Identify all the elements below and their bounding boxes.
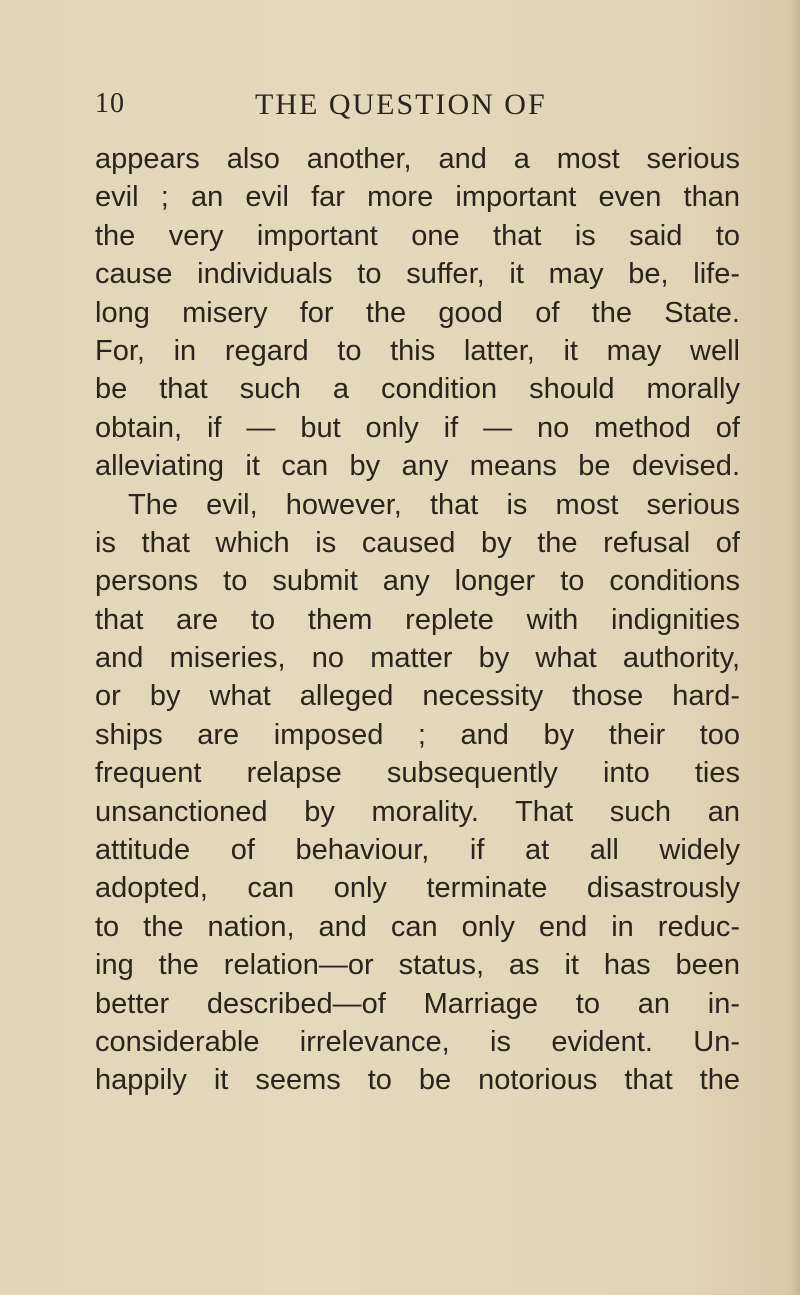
text-line: alleviating it can by any means be devised. — [95, 450, 740, 483]
page-header — [95, 88, 735, 128]
text-line: the very important one that is said to — [95, 219, 740, 252]
text-line: is that which is caused by the refusal of — [95, 526, 740, 559]
text-line: better described—of Marriage to an in- — [95, 987, 740, 1020]
text-line: that are to them replete with indignities — [95, 603, 740, 636]
text-line-paragraph-start: The evil, however, that is most serious — [128, 488, 740, 521]
text-line: evil ; an evil far more important even than — [95, 181, 740, 214]
text-line: persons to submit any longer to conditions — [95, 565, 740, 598]
text-line: For, in regard to this latter, it may well — [95, 334, 740, 367]
text-line: long misery for the good of the State. — [95, 296, 740, 329]
text-line: obtain, if — but only if — no method of — [95, 411, 740, 444]
text-line: happily it seems to be notorious that the — [95, 1064, 740, 1097]
running-head: THE QUESTION OF — [255, 88, 547, 121]
text-line: unsanctioned by morality. That such an — [95, 795, 740, 828]
text-line: adopted, can only terminate disastrously — [95, 872, 740, 905]
text-line: be that such a condition should morally — [95, 373, 740, 406]
body-text — [95, 140, 740, 1100]
text-line: appears also another, and a most serious — [95, 143, 740, 175]
text-line: and miseries, no matter by what authority, — [95, 642, 740, 675]
text-line: considerable irrelevance, is evident. Un- — [95, 1025, 740, 1058]
text-line: attitude of behaviour, if at all widely — [95, 834, 740, 867]
page-number: 10 — [95, 88, 125, 119]
text-line: ships are imposed ; and by their too — [95, 718, 740, 751]
text-line: ing the relation—or status, as it has been — [95, 949, 740, 982]
page-edge-shadow — [790, 0, 800, 1295]
text-line: cause individuals to suffer, it may be, life- — [95, 258, 740, 291]
text-line: to the nation, and can only end in reduc- — [95, 910, 740, 943]
text-line: frequent relapse subsequently into ties — [95, 757, 740, 790]
text-line: or by what alleged necessity those hard- — [95, 680, 740, 713]
